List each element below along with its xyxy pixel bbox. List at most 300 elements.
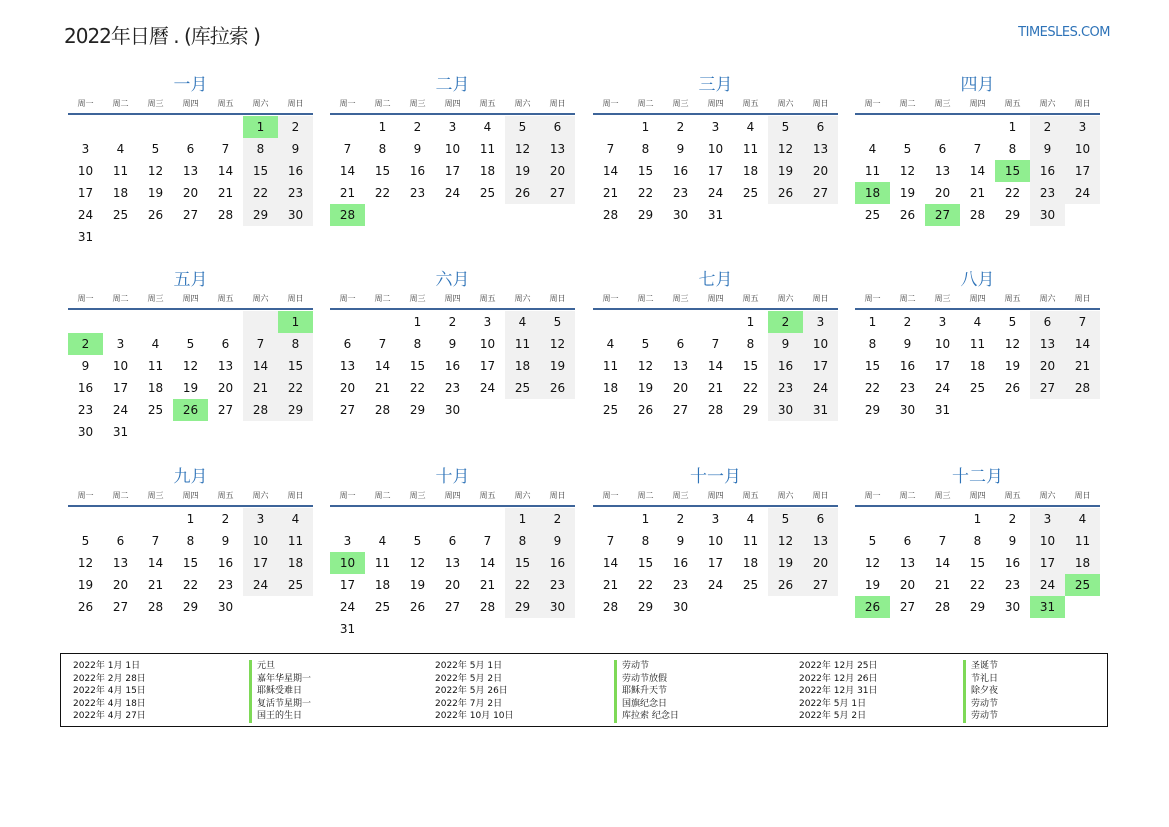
- day-cell[interactable]: 16: [768, 355, 803, 377]
- day-cell[interactable]: 18: [374, 578, 391, 592]
- day-cell[interactable]: 29: [864, 403, 881, 417]
- day-cell[interactable]: 17: [707, 164, 724, 178]
- day-cell[interactable]: 28: [707, 403, 724, 417]
- day-cell[interactable]: 7: [378, 337, 387, 351]
- day-cell[interactable]: 1: [641, 512, 650, 526]
- day-cell[interactable]: 30: [768, 399, 803, 421]
- day-cell[interactable]: 3: [343, 534, 352, 548]
- day-cell[interactable]: 16: [409, 164, 426, 178]
- day-cell[interactable]: 24: [77, 208, 94, 222]
- day-cell[interactable]: 11: [112, 164, 129, 178]
- day-cell[interactable]: 7: [973, 142, 982, 156]
- day-cell[interactable]: 20: [112, 578, 129, 592]
- day-cell[interactable]: 5: [903, 142, 912, 156]
- day-cell[interactable]: 27: [672, 403, 689, 417]
- day-cell[interactable]: 9: [676, 142, 685, 156]
- holiday-day-cell[interactable]: 18: [855, 182, 890, 204]
- day-cell[interactable]: 26: [899, 208, 916, 222]
- holiday-day-cell[interactable]: 1: [278, 311, 313, 333]
- day-cell[interactable]: 20: [540, 160, 575, 182]
- day-cell[interactable]: 26: [637, 403, 654, 417]
- day-cell[interactable]: 25: [602, 403, 619, 417]
- day-cell[interactable]: 3: [81, 142, 90, 156]
- day-cell[interactable]: 8: [973, 534, 982, 548]
- day-cell[interactable]: 13: [182, 164, 199, 178]
- day-cell[interactable]: 20: [803, 160, 838, 182]
- day-cell[interactable]: 22: [637, 186, 654, 200]
- day-cell[interactable]: 31: [934, 403, 951, 417]
- day-cell[interactable]: 10: [77, 164, 94, 178]
- day-cell[interactable]: 18: [969, 359, 986, 373]
- day-cell[interactable]: 11: [602, 359, 619, 373]
- day-cell[interactable]: 14: [1065, 333, 1100, 355]
- day-cell[interactable]: 21: [339, 186, 356, 200]
- day-cell[interactable]: 19: [182, 381, 199, 395]
- day-cell[interactable]: 21: [479, 578, 496, 592]
- day-cell[interactable]: 6: [903, 534, 912, 548]
- day-cell[interactable]: 22: [742, 381, 759, 395]
- day-cell[interactable]: 13: [934, 164, 951, 178]
- day-cell[interactable]: 27: [1030, 377, 1065, 399]
- day-cell[interactable]: 11: [374, 556, 391, 570]
- day-cell[interactable]: 22: [409, 381, 426, 395]
- holiday-day-cell[interactable]: 15: [995, 160, 1030, 182]
- day-cell[interactable]: 10: [707, 534, 724, 548]
- day-cell[interactable]: 14: [147, 556, 164, 570]
- day-cell[interactable]: 15: [182, 556, 199, 570]
- day-cell[interactable]: 13: [803, 530, 838, 552]
- day-cell[interactable]: 8: [186, 534, 195, 548]
- holiday-day-cell[interactable]: 28: [330, 204, 365, 226]
- day-cell[interactable]: 9: [768, 333, 803, 355]
- day-cell[interactable]: 12: [768, 530, 803, 552]
- day-cell[interactable]: 25: [742, 186, 759, 200]
- day-cell[interactable]: 17: [803, 355, 838, 377]
- day-cell[interactable]: 23: [217, 578, 234, 592]
- day-cell[interactable]: 2: [448, 315, 457, 329]
- day-cell[interactable]: 1: [186, 512, 195, 526]
- day-cell[interactable]: 20: [1030, 355, 1065, 377]
- holiday-day-cell[interactable]: 26: [855, 596, 890, 618]
- day-cell[interactable]: 21: [602, 186, 619, 200]
- day-cell[interactable]: 20: [672, 381, 689, 395]
- day-cell[interactable]: 6: [221, 337, 230, 351]
- day-cell[interactable]: 3: [448, 120, 457, 134]
- day-cell[interactable]: 18: [1065, 552, 1100, 574]
- day-cell[interactable]: 11: [969, 337, 986, 351]
- day-cell[interactable]: 8: [1008, 142, 1017, 156]
- day-cell[interactable]: 30: [899, 403, 916, 417]
- day-cell[interactable]: 7: [151, 534, 160, 548]
- day-cell[interactable]: 28: [243, 399, 278, 421]
- day-cell[interactable]: 3: [1065, 116, 1100, 138]
- day-cell[interactable]: 24: [707, 578, 724, 592]
- holiday-day-cell[interactable]: 2: [68, 333, 103, 355]
- day-cell[interactable]: 23: [672, 578, 689, 592]
- day-cell[interactable]: 12: [768, 138, 803, 160]
- day-cell[interactable]: 14: [339, 164, 356, 178]
- site-link[interactable]: TIMESLES.COM: [1018, 25, 1110, 40]
- day-cell[interactable]: 30: [217, 600, 234, 614]
- day-cell[interactable]: 15: [374, 164, 391, 178]
- day-cell[interactable]: 14: [602, 164, 619, 178]
- day-cell[interactable]: 11: [742, 142, 759, 156]
- day-cell[interactable]: 23: [768, 377, 803, 399]
- day-cell[interactable]: 9: [903, 337, 912, 351]
- day-cell[interactable]: 21: [217, 186, 234, 200]
- day-cell[interactable]: 22: [505, 574, 540, 596]
- day-cell[interactable]: 13: [444, 556, 461, 570]
- day-cell[interactable]: 5: [540, 311, 575, 333]
- day-cell[interactable]: 14: [969, 164, 986, 178]
- day-cell[interactable]: 28: [479, 600, 496, 614]
- day-cell[interactable]: 16: [444, 359, 461, 373]
- day-cell[interactable]: 15: [864, 359, 881, 373]
- day-cell[interactable]: 29: [1004, 208, 1021, 222]
- day-cell[interactable]: 19: [768, 552, 803, 574]
- day-cell[interactable]: 19: [77, 578, 94, 592]
- day-cell[interactable]: 7: [938, 534, 947, 548]
- day-cell[interactable]: 24: [243, 574, 278, 596]
- day-cell[interactable]: 16: [1004, 556, 1021, 570]
- day-cell[interactable]: 19: [1004, 359, 1021, 373]
- day-cell[interactable]: 12: [77, 556, 94, 570]
- day-cell[interactable]: 6: [186, 142, 195, 156]
- day-cell[interactable]: 4: [606, 337, 615, 351]
- day-cell[interactable]: 5: [868, 534, 877, 548]
- day-cell[interactable]: 7: [243, 333, 278, 355]
- day-cell[interactable]: 26: [147, 208, 164, 222]
- day-cell[interactable]: 9: [540, 530, 575, 552]
- day-cell[interactable]: 3: [116, 337, 125, 351]
- day-cell[interactable]: 8: [868, 337, 877, 351]
- day-cell[interactable]: 18: [505, 355, 540, 377]
- day-cell[interactable]: 4: [868, 142, 877, 156]
- day-cell[interactable]: 5: [151, 142, 160, 156]
- day-cell[interactable]: 3: [803, 311, 838, 333]
- day-cell[interactable]: 30: [672, 600, 689, 614]
- day-cell[interactable]: 5: [505, 116, 540, 138]
- day-cell[interactable]: 18: [147, 381, 164, 395]
- day-cell[interactable]: 1: [413, 315, 422, 329]
- day-cell[interactable]: 6: [116, 534, 125, 548]
- day-cell[interactable]: 10: [934, 337, 951, 351]
- day-cell[interactable]: 27: [899, 600, 916, 614]
- day-cell[interactable]: 9: [448, 337, 457, 351]
- day-cell[interactable]: 26: [1004, 381, 1021, 395]
- day-cell[interactable]: 28: [602, 208, 619, 222]
- day-cell[interactable]: 4: [746, 512, 755, 526]
- day-cell[interactable]: 17: [1030, 552, 1065, 574]
- day-cell[interactable]: 16: [899, 359, 916, 373]
- day-cell[interactable]: 29: [182, 600, 199, 614]
- day-cell[interactable]: 17: [479, 359, 496, 373]
- day-cell[interactable]: 2: [903, 315, 912, 329]
- day-cell[interactable]: 2: [1008, 512, 1017, 526]
- day-cell[interactable]: 23: [1004, 578, 1021, 592]
- day-cell[interactable]: 22: [864, 381, 881, 395]
- day-cell[interactable]: 21: [707, 381, 724, 395]
- day-cell[interactable]: 22: [278, 377, 313, 399]
- day-cell[interactable]: 12: [1004, 337, 1021, 351]
- day-cell[interactable]: 9: [1008, 534, 1017, 548]
- day-cell[interactable]: 30: [672, 208, 689, 222]
- day-cell[interactable]: 29: [243, 204, 278, 226]
- day-cell[interactable]: 27: [217, 403, 234, 417]
- day-cell[interactable]: 21: [243, 377, 278, 399]
- day-cell[interactable]: 20: [444, 578, 461, 592]
- day-cell[interactable]: 4: [483, 120, 492, 134]
- day-cell[interactable]: 4: [151, 337, 160, 351]
- day-cell[interactable]: 21: [934, 578, 951, 592]
- day-cell[interactable]: 15: [637, 164, 654, 178]
- day-cell[interactable]: 4: [746, 120, 755, 134]
- day-cell[interactable]: 4: [505, 311, 540, 333]
- day-cell[interactable]: 12: [147, 164, 164, 178]
- day-cell[interactable]: 21: [969, 186, 986, 200]
- holiday-day-cell[interactable]: 1: [243, 116, 278, 138]
- day-cell[interactable]: 18: [602, 381, 619, 395]
- day-cell[interactable]: 19: [147, 186, 164, 200]
- day-cell[interactable]: 18: [278, 552, 313, 574]
- day-cell[interactable]: 22: [374, 186, 391, 200]
- day-cell[interactable]: 6: [343, 337, 352, 351]
- day-cell[interactable]: 27: [803, 574, 838, 596]
- day-cell[interactable]: 1: [1008, 120, 1017, 134]
- day-cell[interactable]: 8: [413, 337, 422, 351]
- day-cell[interactable]: 3: [243, 508, 278, 530]
- day-cell[interactable]: 11: [147, 359, 164, 373]
- day-cell[interactable]: 27: [182, 208, 199, 222]
- day-cell[interactable]: 16: [672, 164, 689, 178]
- day-cell[interactable]: 24: [934, 381, 951, 395]
- day-cell[interactable]: 22: [637, 578, 654, 592]
- day-cell[interactable]: 17: [339, 578, 356, 592]
- day-cell[interactable]: 17: [243, 552, 278, 574]
- day-cell[interactable]: 10: [707, 142, 724, 156]
- day-cell[interactable]: 5: [81, 534, 90, 548]
- day-cell[interactable]: 21: [147, 578, 164, 592]
- day-cell[interactable]: 20: [339, 381, 356, 395]
- day-cell[interactable]: 14: [217, 164, 234, 178]
- day-cell[interactable]: 24: [339, 600, 356, 614]
- day-cell[interactable]: 7: [606, 142, 615, 156]
- day-cell[interactable]: 19: [768, 160, 803, 182]
- day-cell[interactable]: 28: [969, 208, 986, 222]
- day-cell[interactable]: 26: [768, 182, 803, 204]
- day-cell[interactable]: 17: [1065, 160, 1100, 182]
- holiday-day-cell[interactable]: 10: [330, 552, 365, 574]
- day-cell[interactable]: 25: [479, 186, 496, 200]
- day-cell[interactable]: 17: [707, 556, 724, 570]
- day-cell[interactable]: 3: [711, 512, 720, 526]
- day-cell[interactable]: 6: [938, 142, 947, 156]
- day-cell[interactable]: 12: [899, 164, 916, 178]
- day-cell[interactable]: 29: [278, 399, 313, 421]
- day-cell[interactable]: 1: [378, 120, 387, 134]
- day-cell[interactable]: 12: [637, 359, 654, 373]
- day-cell[interactable]: 4: [973, 315, 982, 329]
- day-cell[interactable]: 15: [637, 556, 654, 570]
- day-cell[interactable]: 27: [444, 600, 461, 614]
- day-cell[interactable]: 9: [81, 359, 90, 373]
- day-cell[interactable]: 26: [409, 600, 426, 614]
- day-cell[interactable]: 9: [676, 534, 685, 548]
- day-cell[interactable]: 20: [217, 381, 234, 395]
- day-cell[interactable]: 10: [1065, 138, 1100, 160]
- day-cell[interactable]: 8: [243, 138, 278, 160]
- day-cell[interactable]: 3: [711, 120, 720, 134]
- day-cell[interactable]: 20: [934, 186, 951, 200]
- day-cell[interactable]: 28: [217, 208, 234, 222]
- day-cell[interactable]: 12: [540, 333, 575, 355]
- day-cell[interactable]: 5: [768, 116, 803, 138]
- day-cell[interactable]: 1: [973, 512, 982, 526]
- day-cell[interactable]: 6: [1030, 311, 1065, 333]
- day-cell[interactable]: 24: [1065, 182, 1100, 204]
- day-cell[interactable]: 24: [479, 381, 496, 395]
- day-cell[interactable]: 31: [112, 425, 129, 439]
- day-cell[interactable]: 7: [711, 337, 720, 351]
- day-cell[interactable]: 16: [217, 556, 234, 570]
- day-cell[interactable]: 18: [742, 164, 759, 178]
- day-cell[interactable]: 19: [540, 355, 575, 377]
- day-cell[interactable]: 5: [1008, 315, 1017, 329]
- day-cell[interactable]: 3: [1030, 508, 1065, 530]
- day-cell[interactable]: 4: [378, 534, 387, 548]
- day-cell[interactable]: 18: [479, 164, 496, 178]
- day-cell[interactable]: 31: [339, 622, 356, 636]
- day-cell[interactable]: 7: [606, 534, 615, 548]
- day-cell[interactable]: 12: [864, 556, 881, 570]
- day-cell[interactable]: 25: [147, 403, 164, 417]
- day-cell[interactable]: 17: [77, 186, 94, 200]
- day-cell[interactable]: 28: [1065, 377, 1100, 399]
- day-cell[interactable]: 23: [899, 381, 916, 395]
- day-cell[interactable]: 1: [868, 315, 877, 329]
- day-cell[interactable]: 27: [112, 600, 129, 614]
- day-cell[interactable]: 9: [413, 142, 422, 156]
- day-cell[interactable]: 29: [637, 600, 654, 614]
- day-cell[interactable]: 6: [803, 508, 838, 530]
- day-cell[interactable]: 24: [112, 403, 129, 417]
- day-cell[interactable]: 17: [444, 164, 461, 178]
- day-cell[interactable]: 8: [278, 333, 313, 355]
- day-cell[interactable]: 27: [540, 182, 575, 204]
- day-cell[interactable]: 21: [1065, 355, 1100, 377]
- day-cell[interactable]: 16: [1030, 160, 1065, 182]
- day-cell[interactable]: 14: [479, 556, 496, 570]
- day-cell[interactable]: 16: [278, 160, 313, 182]
- day-cell[interactable]: 22: [1004, 186, 1021, 200]
- day-cell[interactable]: 8: [641, 534, 650, 548]
- day-cell[interactable]: 9: [278, 138, 313, 160]
- day-cell[interactable]: 22: [182, 578, 199, 592]
- day-cell[interactable]: 13: [112, 556, 129, 570]
- day-cell[interactable]: 27: [803, 182, 838, 204]
- day-cell[interactable]: 29: [969, 600, 986, 614]
- day-cell[interactable]: 20: [899, 578, 916, 592]
- day-cell[interactable]: 23: [77, 403, 94, 417]
- day-cell[interactable]: 17: [934, 359, 951, 373]
- day-cell[interactable]: 31: [77, 230, 94, 244]
- day-cell[interactable]: 23: [444, 381, 461, 395]
- day-cell[interactable]: 22: [243, 182, 278, 204]
- day-cell[interactable]: 13: [339, 359, 356, 373]
- holiday-day-cell[interactable]: 25: [1065, 574, 1100, 596]
- day-cell[interactable]: 1: [505, 508, 540, 530]
- day-cell[interactable]: 30: [1004, 600, 1021, 614]
- day-cell[interactable]: 4: [116, 142, 125, 156]
- day-cell[interactable]: 16: [77, 381, 94, 395]
- day-cell[interactable]: 2: [676, 512, 685, 526]
- day-cell[interactable]: 7: [483, 534, 492, 548]
- day-cell[interactable]: 10: [112, 359, 129, 373]
- day-cell[interactable]: 25: [969, 381, 986, 395]
- day-cell[interactable]: 20: [182, 186, 199, 200]
- day-cell[interactable]: 2: [676, 120, 685, 134]
- day-cell[interactable]: 8: [746, 337, 755, 351]
- day-cell[interactable]: 30: [77, 425, 94, 439]
- day-cell[interactable]: 30: [1030, 204, 1065, 226]
- day-cell[interactable]: 24: [444, 186, 461, 200]
- day-cell[interactable]: 19: [409, 578, 426, 592]
- day-cell[interactable]: 13: [899, 556, 916, 570]
- day-cell[interactable]: 13: [217, 359, 234, 373]
- day-cell[interactable]: 13: [540, 138, 575, 160]
- day-cell[interactable]: 12: [182, 359, 199, 373]
- day-cell[interactable]: 28: [147, 600, 164, 614]
- day-cell[interactable]: 2: [540, 508, 575, 530]
- day-cell[interactable]: 7: [221, 142, 230, 156]
- day-cell[interactable]: 23: [278, 182, 313, 204]
- holiday-day-cell[interactable]: 2: [768, 311, 803, 333]
- day-cell[interactable]: 3: [938, 315, 947, 329]
- day-cell[interactable]: 15: [409, 359, 426, 373]
- day-cell[interactable]: 30: [278, 204, 313, 226]
- day-cell[interactable]: 6: [448, 534, 457, 548]
- day-cell[interactable]: 30: [540, 596, 575, 618]
- day-cell[interactable]: 16: [672, 556, 689, 570]
- day-cell[interactable]: 24: [803, 377, 838, 399]
- day-cell[interactable]: 10: [479, 337, 496, 351]
- day-cell[interactable]: 15: [243, 160, 278, 182]
- day-cell[interactable]: 3: [483, 315, 492, 329]
- day-cell[interactable]: 20: [803, 552, 838, 574]
- day-cell[interactable]: 10: [1030, 530, 1065, 552]
- day-cell[interactable]: 7: [1065, 311, 1100, 333]
- day-cell[interactable]: 27: [339, 403, 356, 417]
- day-cell[interactable]: 21: [602, 578, 619, 592]
- day-cell[interactable]: 14: [602, 556, 619, 570]
- day-cell[interactable]: 19: [505, 160, 540, 182]
- day-cell[interactable]: 11: [479, 142, 496, 156]
- day-cell[interactable]: 5: [413, 534, 422, 548]
- day-cell[interactable]: 10: [444, 142, 461, 156]
- day-cell[interactable]: 4: [278, 508, 313, 530]
- day-cell[interactable]: 10: [803, 333, 838, 355]
- day-cell[interactable]: 4: [1065, 508, 1100, 530]
- day-cell[interactable]: 17: [112, 381, 129, 395]
- day-cell[interactable]: 29: [742, 403, 759, 417]
- day-cell[interactable]: 25: [864, 208, 881, 222]
- day-cell[interactable]: 9: [1030, 138, 1065, 160]
- day-cell[interactable]: 1: [746, 315, 755, 329]
- day-cell[interactable]: 14: [934, 556, 951, 570]
- day-cell[interactable]: 8: [505, 530, 540, 552]
- day-cell[interactable]: 14: [243, 355, 278, 377]
- day-cell[interactable]: 31: [803, 399, 838, 421]
